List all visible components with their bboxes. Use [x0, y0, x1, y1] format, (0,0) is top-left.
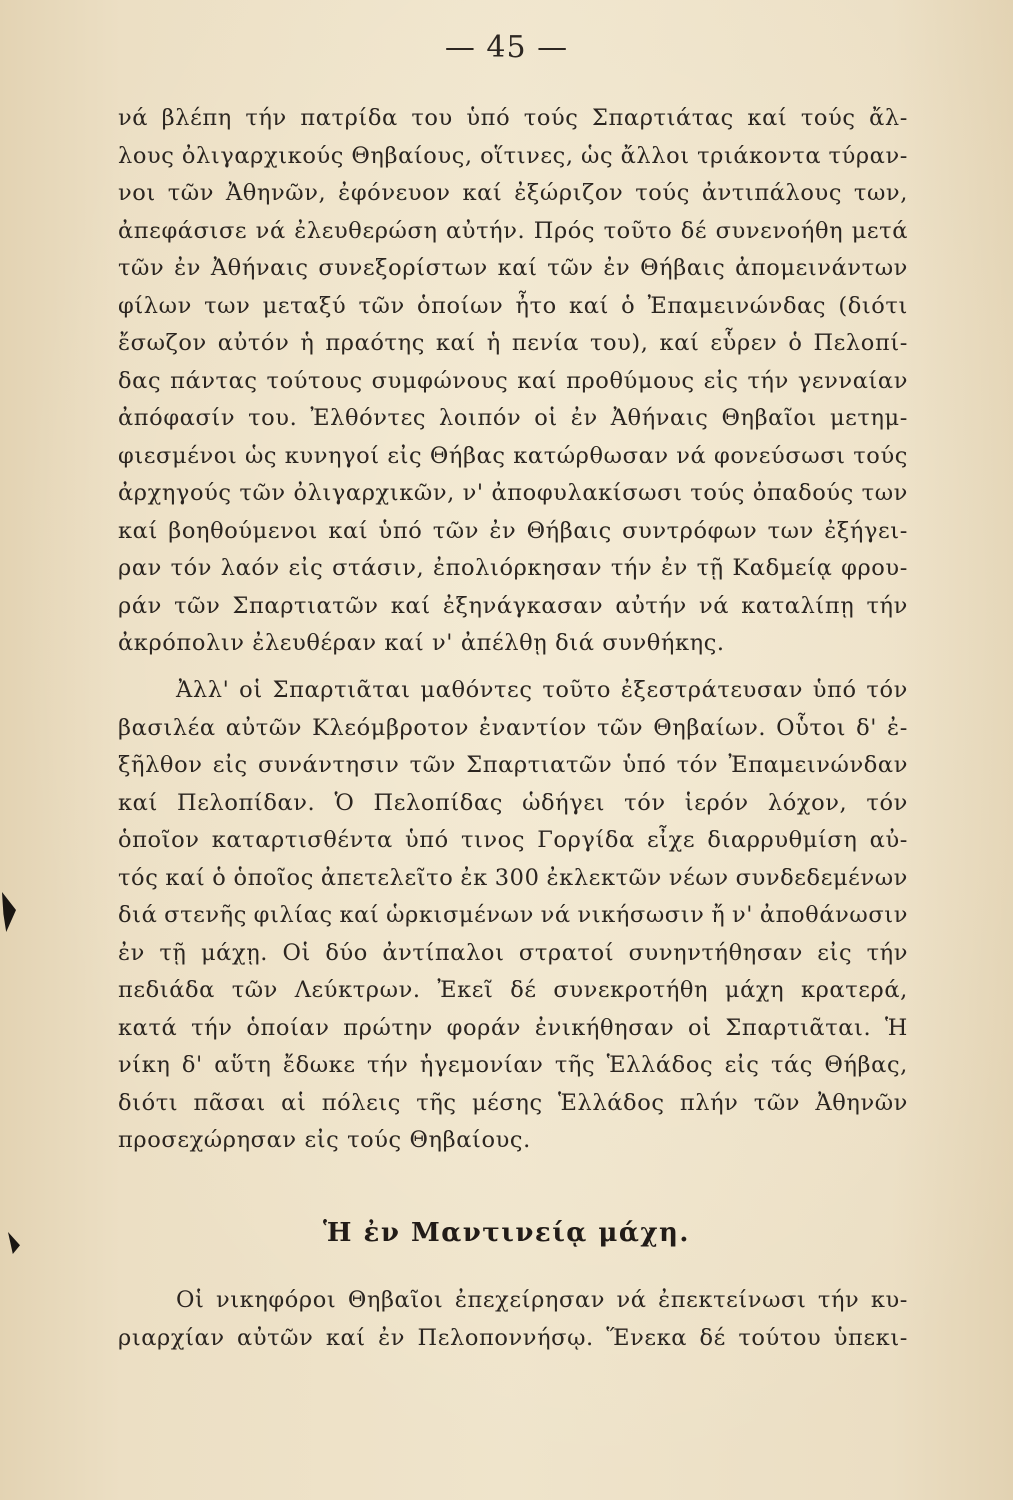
text-line: δας πάντας τούτους συμφώνους καί προθύμους εἰς τήν γενναίαν [118, 367, 908, 394]
text-line: λους ὀλιγαρχικούς Θηβαίους, οἵτινες, ὡς ἄλλοι τριάκοντα τύραν- [118, 142, 908, 169]
text-line: ἐν τῇ μάχῃ. Οἱ δύο ἀντίπαλοι στρατοί συνηντήθησαν εἰς τήν [118, 939, 908, 966]
page-number: — 45 — [444, 30, 569, 65]
paragraph-3 [118, 1282, 908, 1357]
text-line: Οἱ νικηφόροι Θηβαῖοι ἐπεχείρησαν νά ἐπεκτείνωσι τήν κυ- [176, 1287, 908, 1313]
text-line: καί βοηθούμενοι καί ὑπό τῶν ἐν Θήβαις συντρόφων των ἐξήγει- [118, 517, 908, 544]
text-line: ἀπεφάσισε νά ἐλευθερώση αὐτήν. Πρός τοῦτο δέ συνενοήθη μετά [118, 217, 908, 244]
text-line: νοι τῶν Ἀθηνῶν, ἐφόνευον καί ἐξώριζον τούς ἀντιπάλους των, [118, 180, 908, 206]
text-line: βασιλέα αὐτῶν Κλεόμβροτον ἐναντίον τῶν Θηβαίων. Οὗτοι δ' ἐ- [118, 714, 908, 741]
text-line: ξῆλθον εἰς συνάντησιν τῶν Σπαρτιατῶν ὑπό τόν Ἐπαμεινώνδαν [118, 752, 908, 778]
text-line: τῶν ἐν Ἀθήναις συνεξορίστων καί τῶν ἐν Θήβαις ἀπομεινάντων [118, 255, 908, 281]
text-line: ἀρχηγούς τῶν ὀλιγαρχικῶν, ν' ἀποφυλακίσωσι τούς ὀπαδούς των [118, 480, 908, 506]
text-line: ἀκρόπολιν ἐλευθέραν καί ν' ἀπέλθῃ διά συνθήκης. [118, 630, 725, 656]
text-line: διότι πᾶσαι αἱ πόλεις τῆς μέσης Ἑλλάδος πλήν τῶν Ἀθηνῶν [118, 1089, 908, 1116]
section-heading: Ἡ ἐν Μαντινείᾳ μάχη. [323, 1218, 690, 1248]
text-line: νά βλέπη τήν πατρίδα του ὑπό τούς Σπαρτιάτας καί τούς ἄλ- [118, 105, 908, 131]
text-line: ράν τῶν Σπαρτιατῶν καί ἐξηνάγκασαν αὐτήν νά καταλίπῃ τήν [118, 592, 908, 619]
text-line: νίκη δ' αὕτη ἔδωκε τήν ἡγεμονίαν τῆς Ἑλλάδος εἰς τάς Θήβας, [118, 1052, 908, 1078]
paragraph-2 [118, 672, 908, 1160]
text-line: ἀπόφασίν του. Ἐλθόντες λοιπόν οἱ ἐν Ἀθήναις Θηβαῖοι μετημ- [118, 405, 908, 431]
text-line: διά στενῆς φιλίας καί ὡρκισμένων νά νικήσωσιν ἤ ν' ἀποθάνωσιν [118, 902, 908, 928]
paragraph-1 [118, 100, 908, 663]
text-line: ραν τόν λαόν εἰς στάσιν, ἐπολιόρκησαν τήν ἐν τῇ Καδμείᾳ φρου- [118, 555, 908, 581]
text-line: ὁποῖον καταρτισθέντα ὑπό τινος Γοργίδα εἶχε διαρρυθμίση αὐ- [118, 827, 908, 853]
text-line: τός καί ὁ ὁποῖος ἀπετελεῖτο ἐκ 300 ἐκλεκτῶν νέων συνδεδεμένων [118, 864, 908, 891]
margin-ink-mark [2, 892, 16, 932]
text-line: Ἀλλ' οἱ Σπαρτιᾶται μαθόντες τοῦτο ἐξεστράτευσαν ὑπό τόν [176, 677, 908, 703]
text-line: κατά τήν ὁποίαν πρώτην φοράν ἐνικήθησαν οἱ Σπαρτιᾶται. Ἡ [118, 1014, 908, 1041]
text-line: φίλων των μεταξύ τῶν ὁποίων ἦτο καί ὁ Ἐπαμεινώνδας (διότι [118, 292, 908, 319]
text-line: ἔσωζον αὐτόν ἡ πραότης καί ἡ πενία του), καί εὗρεν ὁ Πελοπί- [118, 330, 908, 356]
text-line: φιεσμένοι ὡς κυνηγοί εἰς Θήβας κατώρθωσαν νά φονεύσωσι τούς [118, 442, 908, 469]
text-line: ριαρχίαν αὐτῶν καί ἐν Πελοποννήσῳ. Ἕνεκα δέ τούτου ὑπεκι- [118, 1324, 908, 1351]
text-line: προσεχώρησαν εἰς τούς Θηβαίους. [118, 1127, 531, 1153]
text-line: πεδιάδα τῶν Λεύκτρων. Ἐκεῖ δέ συνεκροτήθη μάχη κρατερά, [118, 977, 908, 1003]
text-line: καί Πελοπίδαν. Ὁ Πελοπίδας ὡδήγει τόν ἱερόν λόχον, τόν [118, 789, 908, 816]
